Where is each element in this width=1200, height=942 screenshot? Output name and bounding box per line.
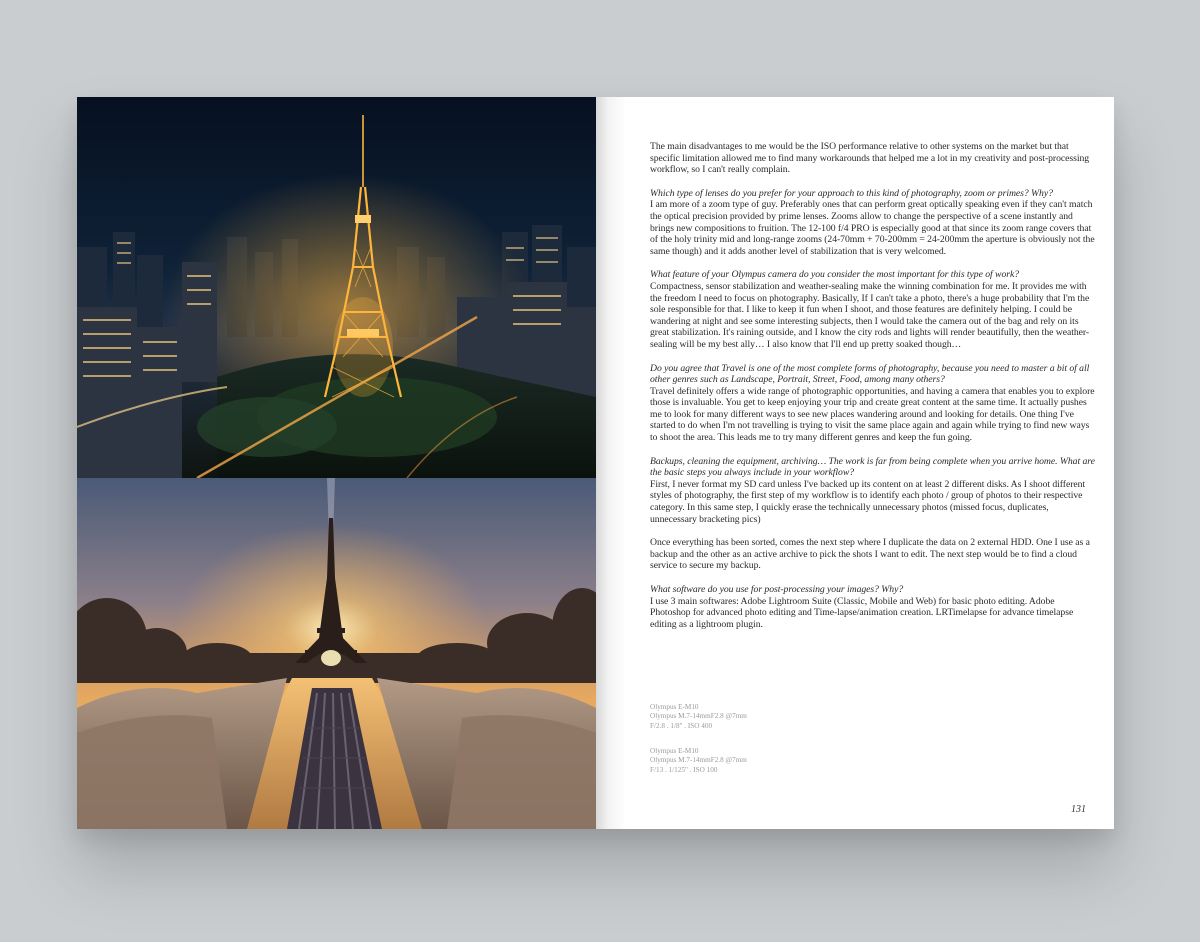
question-text: Which type of lenses do you prefer for your approach to this kind of photography, zoom or primes? Why? — [650, 187, 1053, 199]
eiffel-tower-sunset-photo — [77, 478, 596, 829]
tokyo-tower-night-photo — [77, 97, 596, 478]
right-page — [596, 97, 1114, 829]
article-body — [650, 141, 1097, 642]
paragraph-software — [650, 584, 1097, 630]
caption-lens: Olympus M.7-14mmF2.8 @7mm — [650, 712, 747, 721]
question-text: Backups, cleaning the equipment, archiving… The work is far from being complete when you arrive home. What are the basic steps you always include in your workflow? — [650, 455, 1095, 479]
photo-caption-paris — [650, 747, 747, 775]
paragraph-travel — [650, 363, 1097, 444]
caption-lens: Olympus M.7-14mmF2.8 @7mm — [650, 756, 747, 765]
left-page — [77, 97, 596, 829]
answer-text: Once everything has been sorted, comes the next step where I duplicate the data on 2 external HDD. One I use as a backup and the other as an active archive to pick the shots I want to edit. The next step would be to find a cloud service to secure my backup. — [650, 537, 1090, 572]
paragraph-intro — [650, 141, 1097, 176]
paragraph-backups — [650, 456, 1097, 526]
question-text: What feature of your Olympus camera do you consider the most important for this type of work? — [650, 269, 1019, 281]
paragraph-lenses — [650, 188, 1097, 258]
magazine-spread — [77, 97, 1114, 829]
caption-settings: F/13 . 1/125" . ISO 100 — [650, 765, 718, 774]
answer-text: The main disadvantages to me would be the ISO performance relative to other systems on the market but that specific limitation allowed me to find many workarounds that helped me a lot in my creativity and post-processing workflow, so I can't really complain. — [650, 141, 1090, 176]
answer-text: First, I never format my SD card unless I've backed up its content on at least 2 different disks. As I shoot different styles of photography, the first step of my workflow is to identify each photo / group of photos to their respective category. In this same step, I quickly erase the technically unnecessary photos (missed focus, duplicates, unnecessary bracketing pics) — [650, 478, 1086, 525]
photo-caption-tokyo — [650, 703, 747, 731]
caption-settings: F/2.8 . 1/8" . ISO 400 — [650, 721, 713, 730]
answer-text: I am more of a zoom type of guy. Preferably ones that can perform great optically speaking even if they can't match the optical precision provided by prime lenses. Zooms allow to change the perspective of a scene instantly and brings new compositions to fruition. The 12-100 f/4 PRO is especially good at that since its zoom range covers that of the holy trinity mid and long-range zooms (24-70mm + 70-200mm = 24-200mm the aperture is obviously not the same though) and it adds another level of stabilization that is very welcomed. — [650, 199, 1095, 257]
caption-camera: Olympus E-M10 — [650, 747, 699, 755]
question-text: Do you agree that Travel is one of the most complete forms of photography, because you need to master a bit of all other genres such as Landscape, Portrait, Street, Food, among many others? — [650, 362, 1090, 386]
paragraph-sorting — [650, 537, 1097, 572]
answer-text: Travel definitely offers a wide range of photographic opportunities, and having a camera that enables you to explore those is invaluable. You get to keep enjoying your trip and create great content at the same time. It actually pushes me to look for many different ways to see new places wandering around and looking for details. One thing I've started to do when I'm not travelling is trying to visit the same place again and again while trying to find new ways to shoot the area. This leads me to try many different genres and keep the fun going. — [650, 385, 1095, 444]
answer-text: Compactness, sensor stabilization and weather-sealing make the winning combination for me. It provides me with the freedom I need to focus on photography. Basically, If I can't take a photo, there's a huge probability that I'm the sole responsible for that. I like to keep it fun when I shoot, and those features are definitely helping. I could be wandering at night and see some interesting subjects, then I would take the camera out of the bag and rely on its great stabilization. It's raining outside, and I know the city rods and lights will render beautifully, then the weather-sealing will be my best ally… I also know that I'll end up pretty soaked though… — [650, 280, 1090, 350]
paragraph-feature — [650, 269, 1097, 350]
page-number: 131 — [1071, 804, 1086, 815]
caption-camera: Olympus E-M10 — [650, 703, 699, 711]
answer-text: I use 3 main softwares: Adobe Lightroom Suite (Classic, Mobile and Web) for basic photo editing. Adobe Photoshop for advanced photo editing and Time-lapse/animation creation. LRTimelapse for advance timelapse editing as a lightroom plugin. — [650, 595, 1074, 630]
question-text: What software do you use for post-processing your images? Why? — [650, 584, 904, 595]
